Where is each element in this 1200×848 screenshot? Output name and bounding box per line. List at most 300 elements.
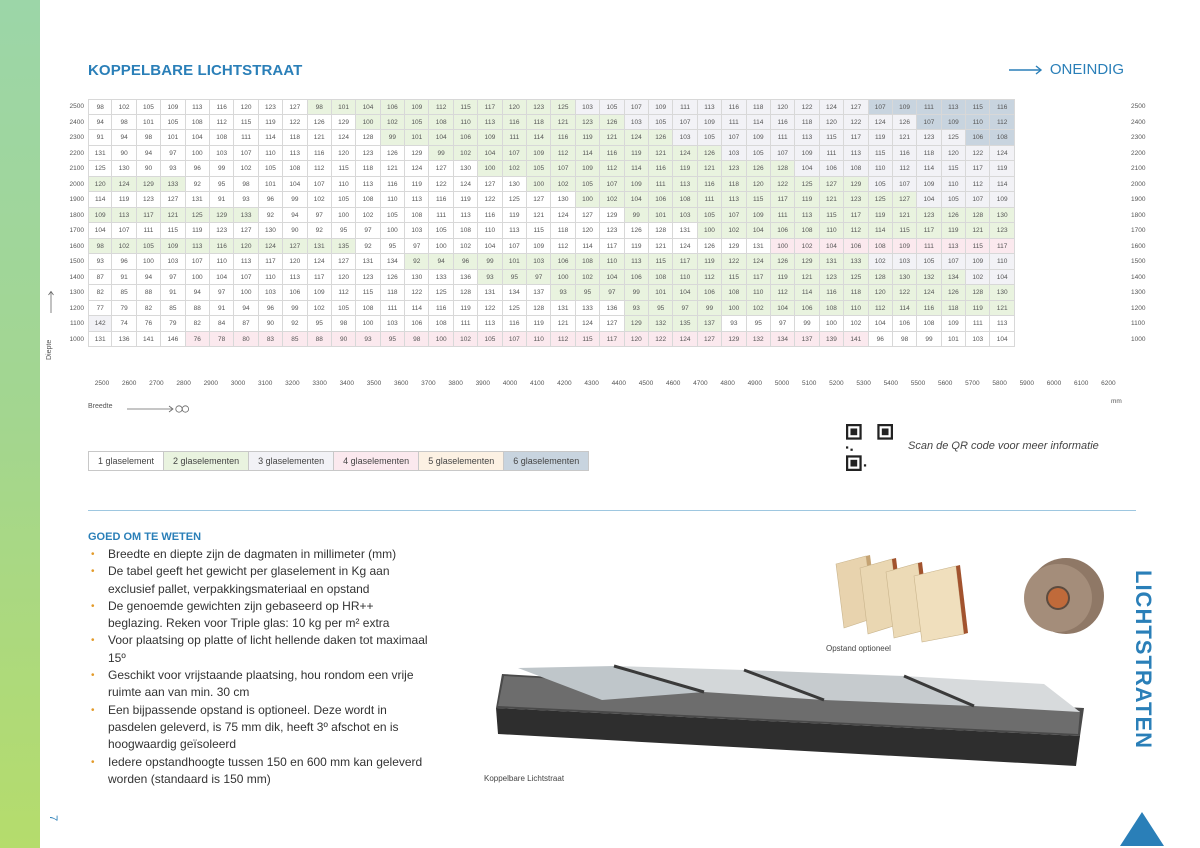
width-tick-label: 3300 [312,380,327,387]
table-cell: 113 [795,208,819,224]
table-cell: 108 [186,115,210,131]
table-cell: 132 [649,316,673,332]
width-tick-label: 4700 [693,380,708,387]
table-cell: 103 [893,254,917,270]
width-tick-label: 5100 [801,380,817,387]
table-cell: 108 [673,192,697,208]
table-cell: 110 [600,254,624,270]
table-cell: 93 [161,161,185,177]
table-cell: 105 [698,130,722,146]
table-cell: 115 [966,99,990,115]
table-cell: 109 [625,177,649,193]
table-row [88,223,1126,239]
table-cell: 107 [722,130,746,146]
table-cell: 119 [576,130,600,146]
table-cell: 79 [161,316,185,332]
table-row [88,301,1126,317]
table-cell: 116 [600,146,624,162]
table-cell: 130 [551,192,575,208]
table-cell: 110 [478,223,502,239]
table-cell: 117 [917,223,941,239]
table-cell: 105 [698,208,722,224]
table-cell: 110 [454,115,478,131]
depth-axis-left [58,99,84,347]
width-tick-label: 4500 [638,380,654,387]
table-cell: 100 [722,301,746,317]
table-cell: 119 [503,208,527,224]
table-cell: 123 [527,99,551,115]
table-cell: 120 [283,254,307,270]
table-cell: 127 [600,316,624,332]
table-cell: 76 [186,332,210,348]
table-cell: 95 [649,301,673,317]
table-cell: 109 [893,239,917,255]
table-cell: 135 [332,239,356,255]
table-cell: 94 [186,285,210,301]
table-cell: 102 [308,301,332,317]
table-cell: 95 [308,316,332,332]
table-cell: 88 [137,285,161,301]
table-cell: 102 [600,192,624,208]
table-cell: 136 [600,301,624,317]
table-cell: 82 [186,316,210,332]
table-cell: 105 [259,161,283,177]
table-cell: 102 [308,192,332,208]
table-cell: 131 [88,332,112,348]
table-cell: 108 [820,301,844,317]
table-cell: 123 [600,223,624,239]
arrow-up-icon [48,290,54,314]
table-cell: 109 [942,316,966,332]
table-cell: 100 [186,146,210,162]
table-cell: 115 [820,208,844,224]
table-cell: 100 [527,177,551,193]
depth-tick-label: 1800 [1131,211,1146,219]
table-cell: 121 [698,161,722,177]
table-cell: 105 [527,161,551,177]
table-cell: 105 [478,332,502,348]
table-cell: 128 [966,285,990,301]
width-tick-label: 3100 [257,380,273,387]
depth-tick-label: 1500 [1131,258,1146,265]
table-cell: 133 [844,254,868,270]
table-cell: 123 [259,99,283,115]
section-divider [88,510,1136,511]
table-cell: 126 [649,130,673,146]
width-tick-label: 6000 [1046,380,1062,387]
table-cell: 119 [259,115,283,131]
table-cell: 125 [429,285,453,301]
table-cell: 109 [990,192,1014,208]
table-cell: 119 [454,301,478,317]
table-cell: 110 [259,146,283,162]
table-cell: 114 [576,239,600,255]
table-cell: 84 [210,316,234,332]
table-cell: 109 [966,254,990,270]
table-cell: 100 [186,270,210,286]
depth-tick-label: 1100 [70,320,84,327]
table-cell: 124 [747,254,771,270]
table-cell: 97 [405,239,429,255]
table-cell: 102 [112,99,136,115]
table-cell: 104 [186,130,210,146]
table-cell: 122 [795,99,819,115]
table-cell: 100 [356,316,380,332]
table-cell: 106 [283,285,307,301]
table-cell: 131 [478,285,502,301]
oneindig-text: ONEINDIG [1049,61,1124,78]
table-cell: 92 [308,223,332,239]
table-cell: 133 [576,301,600,317]
width-tick-label: 3200 [285,380,300,387]
table-cell: 117 [673,254,697,270]
table-cell: 82 [88,285,112,301]
table-cell: 120 [503,99,527,115]
table-cell: 119 [698,254,722,270]
table-cell: 98 [234,177,258,193]
table-cell: 115 [234,115,258,131]
table-cell: 121 [893,208,917,224]
table-cell: 102 [551,177,575,193]
table-cell: 121 [966,223,990,239]
table-cell: 90 [332,332,356,348]
table-cell: 131 [820,254,844,270]
list-item: • Iedere opstandhoogte tussen 150 en 600 mm kan geleverd worden (standaard is 150 mm) [88,754,428,789]
table-cell: 118 [551,223,575,239]
table-cell: 126 [771,254,795,270]
table-cell: 110 [966,115,990,131]
width-tick-label: 4800 [720,380,735,387]
table-cell: 120 [234,99,258,115]
table-cell: 119 [454,192,478,208]
table-cell: 103 [259,285,283,301]
table-cell: 102 [747,301,771,317]
table-cell: 102 [454,146,478,162]
table-cell: 114 [869,223,893,239]
table-cell: 107 [673,115,697,131]
table-row [88,130,1126,146]
table-cell: 121 [820,192,844,208]
table-cell: 111 [503,130,527,146]
table-cell: 124 [990,146,1014,162]
list-item: • Voor plaatsing op platte of licht hellende daken tot maximaal 15º [88,632,428,667]
table-cell: 102 [722,223,746,239]
width-tick-label: 2700 [149,380,164,387]
table-cell: 90 [259,316,283,332]
width-tick-label: 4000 [502,380,518,387]
table-cell: 117 [747,270,771,286]
table-cell: 102 [503,161,527,177]
depth-tick-label: 1300 [1131,289,1146,296]
table-cell: 107 [722,208,746,224]
page-number: 7 [47,814,60,822]
table-cell: 127 [527,192,551,208]
depth-tick-label: 1200 [1131,304,1146,312]
vertical-brand-text: LICHTSTRATEN [1131,570,1156,750]
table-cell: 133 [234,208,258,224]
table-cell: 116 [893,146,917,162]
table-cell: 105 [649,115,673,131]
table-cell: 107 [600,177,624,193]
table-cell: 132 [917,270,941,286]
table-cell: 94 [283,208,307,224]
table-cell: 116 [990,99,1014,115]
qr-code-icon[interactable] [846,424,893,471]
table-cell: 99 [283,192,307,208]
table-cell: 111 [966,316,990,332]
table-cell: 94 [137,270,161,286]
table-cell: 118 [722,177,746,193]
table-cell: 113 [186,239,210,255]
good-to-know-list [88,546,428,788]
table-cell: 112 [308,161,332,177]
table-row [88,192,1126,208]
table-cell: 119 [771,270,795,286]
table-cell: 108 [844,161,868,177]
table-cell: 92 [259,208,283,224]
table-cell: 125 [503,301,527,317]
table-cell: 131 [356,254,380,270]
depth-tick-label: 1900 [69,196,84,203]
table-cell: 113 [478,316,502,332]
table-cell: 112 [600,161,624,177]
table-cell: 126 [698,239,722,255]
depth-tick-label: 2300 [1131,134,1146,141]
table-cell: 109 [88,208,112,224]
table-cell: 112 [429,99,453,115]
depth-axis-right [1131,99,1161,347]
table-cell: 116 [551,130,575,146]
table-cell: 93 [478,270,502,286]
table-cell: 125 [844,270,868,286]
table-cell: 115 [966,239,990,255]
table-cell: 110 [747,285,771,301]
table-cell: 126 [381,270,405,286]
table-cell: 120 [942,146,966,162]
table-cell: 123 [356,270,380,286]
table-cell: 119 [625,146,649,162]
table-cell: 108 [869,239,893,255]
table-cell: 119 [186,223,210,239]
legend-item-5: 5 glaselementen [419,452,504,470]
table-cell: 99 [478,254,502,270]
table-cell: 122 [649,332,673,348]
table-cell: 105 [747,146,771,162]
table-cell: 103 [966,332,990,348]
table-cell: 74 [112,316,136,332]
table-cell: 108 [990,130,1014,146]
table-cell: 85 [112,285,136,301]
table-cell: 97 [600,285,624,301]
table-cell: 120 [747,177,771,193]
depth-tick-label: 1000 [69,335,84,343]
table-cell: 135 [673,316,697,332]
table-cell: 119 [405,177,429,193]
table-cell: 121 [161,208,185,224]
depth-tick-label: 2500 [1131,103,1146,110]
table-cell: 126 [747,161,771,177]
table-cell: 112 [893,161,917,177]
table-cell: 92 [186,177,210,193]
table-row [88,146,1126,162]
table-cell: 113 [990,316,1014,332]
table-cell: 127 [844,99,868,115]
table-cell: 104 [869,316,893,332]
table-cell: 99 [795,316,819,332]
table-cell: 103 [527,254,551,270]
table-cell: 108 [405,208,429,224]
table-cell: 85 [283,332,307,348]
table-cell: 106 [844,239,868,255]
table-cell: 127 [893,192,917,208]
width-tick-label: 3900 [475,380,491,387]
table-cell: 93 [551,285,575,301]
table-cell: 115 [893,223,917,239]
table-cell: 121 [649,239,673,255]
table-cell: 108 [210,130,234,146]
table-cell: 102 [112,239,136,255]
table-cell: 101 [332,99,356,115]
table-cell: 120 [332,270,356,286]
table-cell: 102 [576,270,600,286]
table-cell: 129 [405,146,429,162]
table-cell: 119 [527,316,551,332]
table-cell: 109 [405,99,429,115]
table-cell: 100 [356,115,380,131]
table-cell: 109 [649,99,673,115]
table-cell: 141 [844,332,868,348]
table-cell: 108 [356,301,380,317]
table-cell: 113 [234,254,258,270]
table-cell: 114 [795,285,819,301]
legend-item-4: 4 glaselementen [334,452,419,470]
table-cell: 96 [112,254,136,270]
table-cell: 111 [771,130,795,146]
table-cell: 129 [722,332,746,348]
table-cell: 112 [332,285,356,301]
table-cell: 129 [625,316,649,332]
table-cell: 122 [966,146,990,162]
table-cell: 102 [381,115,405,131]
table-cell: 93 [722,316,746,332]
table-cell: 102 [869,254,893,270]
list-item: • Een bijpassende opstand is optioneel. Deze wordt in pasdelen geleverd, is 75 mm dik, heeft 3º afschot en is hoogwaardig geïsoleerd [88,702,428,754]
table-cell: 96 [259,192,283,208]
table-cell: 100 [820,316,844,332]
table-cell: 80 [234,332,258,348]
table-cell: 104 [747,223,771,239]
table-cell: 96 [869,332,893,348]
table-cell: 114 [917,161,941,177]
table-row [88,285,1126,301]
table-cell: 109 [527,146,551,162]
table-cell: 107 [625,99,649,115]
table-cell: 91 [88,130,112,146]
table-cell: 119 [942,223,966,239]
depth-tick-label: 1000 [1131,335,1146,343]
table-cell: 106 [771,223,795,239]
table-cell: 122 [844,115,868,131]
table-cell: 93 [234,192,258,208]
table-cell: 125 [88,161,112,177]
width-tick-label: 2600 [121,380,137,387]
width-tick-label: 4900 [747,380,763,387]
table-cell: 129 [600,208,624,224]
table-cell: 121 [308,130,332,146]
table-cell: 129 [332,115,356,131]
table-cell: 129 [137,177,161,193]
depth-tick-label: 2200 [1131,149,1146,157]
table-cell: 123 [137,192,161,208]
width-tick-label: 5900 [1019,380,1035,387]
table-cell: 109 [917,177,941,193]
table-cell: 129 [795,254,819,270]
table-cell: 101 [259,177,283,193]
table-cell: 102 [234,161,258,177]
table-cell: 133 [161,177,185,193]
table-cell: 119 [966,301,990,317]
table-cell: 114 [747,115,771,131]
table-cell: 124 [673,239,697,255]
table-cell: 98 [308,99,332,115]
table-cell: 93 [356,332,380,348]
table-cell: 107 [234,270,258,286]
table-cell: 108 [576,254,600,270]
table-cell: 116 [820,285,844,301]
table-cell: 124 [869,115,893,131]
table-cell: 100 [771,239,795,255]
table-cell: 113 [405,192,429,208]
table-cell: 103 [405,223,429,239]
table-cell: 106 [820,161,844,177]
depth-tick-label: 1700 [69,227,84,234]
table-cell: 100 [381,223,405,239]
table-row [88,239,1126,255]
table-cell: 116 [308,146,332,162]
table-cell: 107 [186,254,210,270]
table-cell: 107 [869,99,893,115]
skylight-caption: Koppelbare Lichtstraat [484,774,565,783]
table-cell: 118 [917,146,941,162]
table-cell: 116 [917,301,941,317]
triangle-corner-icon [1118,810,1166,848]
table-cell: 112 [771,285,795,301]
table-cell: 106 [405,316,429,332]
table-cell: 104 [917,192,941,208]
table-cell: 119 [869,208,893,224]
table-cell: 105 [332,192,356,208]
table-cell: 124 [308,254,332,270]
table-cell: 114 [990,177,1014,193]
table-cell: 122 [893,285,917,301]
table-cell: 120 [771,99,795,115]
width-tick-label: 4300 [584,380,599,387]
table-cell: 122 [429,177,453,193]
table-cell: 104 [88,223,112,239]
table-cell: 112 [990,115,1014,131]
table-cell: 105 [381,208,405,224]
table-cell: 125 [795,177,819,193]
table-cell: 121 [990,301,1014,317]
table-cell: 111 [917,99,941,115]
opstand-product-image [826,546,1126,646]
table-cell: 127 [283,239,307,255]
table-cell: 117 [771,192,795,208]
table-cell: 111 [722,115,746,131]
table-cell: 133 [429,270,453,286]
infinity-arrow-icon [126,404,192,414]
table-cell: 105 [161,115,185,131]
